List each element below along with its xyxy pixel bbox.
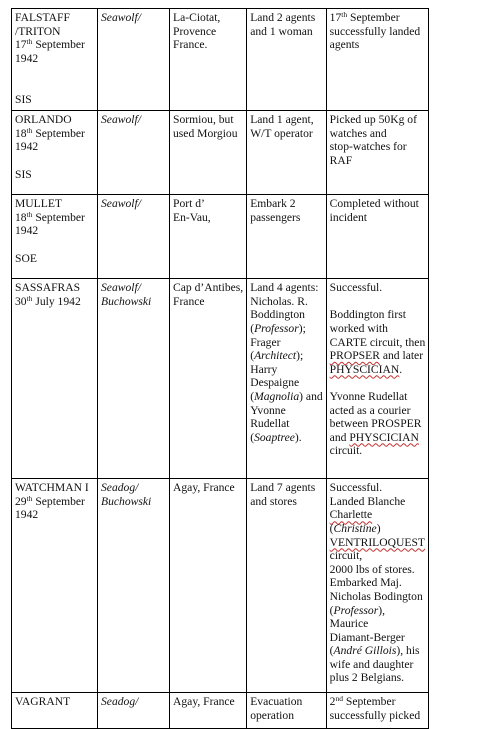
cell-text-line: passengers: [250, 210, 301, 224]
cell-text-line: 29th September: [15, 493, 85, 508]
cell-text-line: incident: [329, 210, 368, 224]
location-cell: [170, 195, 247, 279]
cell-text-line: /TRITON: [15, 24, 61, 38]
cell-text-line: (Professor),: [329, 603, 385, 617]
cell-text-line: SIS: [15, 92, 32, 106]
result-cell: [326, 279, 429, 479]
location-cell: [170, 9, 247, 111]
cell-text-line: Picked up 50Kg of: [329, 113, 417, 127]
blank-line: [330, 295, 426, 309]
cell-text-line: Embark 2: [250, 197, 296, 211]
table-row: [12, 693, 429, 729]
cell-text-line: Boddington first: [329, 308, 406, 322]
location-cell: [170, 279, 247, 479]
cell-text-line: Frager: [250, 335, 281, 349]
cell-text-line: 2000 lbs of stores.: [329, 562, 415, 576]
cell-text-line: PROPSER and later: [329, 349, 424, 363]
cell-text-line: 1942: [15, 140, 39, 154]
cell-text-line: worked with: [329, 321, 388, 335]
cell-text-line: SIS: [15, 167, 32, 181]
cell-text-line: Charlette: [329, 508, 373, 522]
cell-text-line: Seadog/: [101, 695, 139, 709]
cell-text-line: circuit,: [329, 549, 363, 563]
blank-line: [15, 238, 94, 252]
task-cell: [247, 693, 326, 729]
cell-text-line: Seawolf/: [101, 197, 141, 211]
cell-text-line: France.: [173, 38, 208, 52]
cell-text-line: and 1 woman: [250, 24, 313, 38]
operation-cell: [12, 9, 98, 111]
cell-text-line: RAF: [329, 153, 353, 167]
task-cell: [247, 479, 326, 693]
table-row: [12, 111, 429, 195]
cell-text-line: VENTRILOQUEST: [329, 535, 425, 549]
boat-cell: [98, 693, 170, 729]
cell-text-line: and PHYSCICIAN: [329, 430, 419, 444]
cell-text-line: 2nd September: [329, 694, 396, 709]
cell-text-line: Land 1 agent,: [250, 113, 314, 127]
task-cell: [247, 111, 326, 195]
cell-text-line: 17th September: [329, 10, 400, 24]
cell-text-line: 1942: [15, 51, 39, 65]
cell-text-line: Yvonne: [250, 403, 286, 417]
cell-text-line: stop-watches for: [329, 140, 407, 154]
result-cell: [326, 693, 429, 729]
result-cell: [326, 9, 429, 111]
cell-text-line: Agay, France: [173, 695, 235, 709]
cell-text-line: and stores: [250, 494, 297, 508]
operations-table: [11, 8, 429, 729]
cell-text-line: Despaigne: [250, 376, 300, 390]
task-cell: [247, 9, 326, 111]
boat-cell: [98, 111, 170, 195]
cell-text-line: acted as a courier: [329, 403, 411, 417]
cell-text-line: (André Gillois), his: [329, 644, 420, 658]
cell-text-line: successfully picked: [329, 708, 421, 722]
boat-cell: [98, 9, 170, 111]
cell-text-line: Boddington: [250, 308, 305, 322]
cell-text-line: (Soaptree).: [250, 430, 302, 444]
cell-text-line: Landed Blanche: [329, 494, 406, 508]
cell-text-line: agents: [329, 38, 360, 52]
operation-cell: [12, 693, 98, 729]
cell-text-line: between PROSPER: [329, 417, 422, 431]
cell-text-line: La-Ciotat,: [173, 11, 221, 24]
cell-text-line: Diamant-Berger: [329, 630, 405, 644]
location-cell: [170, 479, 247, 693]
location-cell: [170, 111, 247, 195]
cell-text-line: FALSTAFF: [15, 11, 70, 24]
cell-text-line: (Architect);: [250, 349, 304, 363]
cell-text-line: Harry: [250, 362, 278, 376]
cell-text-line: Land 7 agents: [250, 481, 316, 495]
table-row: [12, 9, 429, 111]
cell-text-line: (Professor);: [250, 321, 306, 335]
blank-line: [15, 154, 94, 168]
cell-text-line: Yvonne Rudellat: [329, 389, 408, 403]
cell-text-line: Successful.: [329, 281, 383, 295]
boat-cell: [98, 479, 170, 693]
result-cell: [326, 195, 429, 279]
cell-text-line: 1942: [15, 508, 39, 522]
cell-text-line: W/T operator: [250, 126, 313, 140]
cell-text-line: Buchowski: [101, 294, 152, 308]
operation-cell: [12, 279, 98, 479]
cell-text-line: Sormiou, but: [173, 113, 234, 127]
table-body: [12, 9, 429, 729]
blank-line: [15, 65, 94, 79]
cell-text-line: Provence: [173, 24, 217, 38]
cell-text-line: Maurice: [329, 617, 369, 631]
cell-text-line: PHYSCICIAN.: [329, 362, 403, 376]
location-cell: [170, 693, 247, 729]
operation-cell: [12, 195, 98, 279]
cell-text-line: Cap d’Antibes,: [173, 281, 244, 295]
cell-text-line: MULLET: [15, 197, 63, 211]
cell-text-line: VAGRANT: [15, 695, 71, 709]
cell-text-line: En-Vau,: [173, 210, 211, 224]
cell-text-line: operation: [250, 708, 294, 722]
task-cell: [247, 195, 326, 279]
cell-text-line: Seawolf/: [101, 281, 141, 295]
cell-text-line: WATCHMAN I: [15, 481, 89, 495]
cell-text-line: Seawolf/: [101, 11, 141, 24]
table-row: [12, 479, 429, 693]
cell-text-line: Agay, France: [173, 481, 235, 495]
cell-text-line: SOE: [15, 251, 37, 265]
cell-text-line: 30th July 1942: [15, 293, 81, 308]
table-row: [12, 279, 429, 479]
cell-text-line: wife and daughter: [329, 657, 414, 671]
cell-text-line: 18th September: [15, 125, 85, 140]
operation-cell: [12, 111, 98, 195]
cell-text-line: SASSAFRAS: [15, 281, 81, 295]
cell-text-line: successfully landed: [329, 24, 421, 38]
cell-text-line: 1942: [15, 224, 39, 238]
boat-cell: [98, 279, 170, 479]
cell-text-line: Buchowski: [101, 494, 152, 508]
blank-line: [15, 79, 94, 93]
cell-text-line: used Morgiou: [173, 126, 238, 140]
result-cell: [326, 111, 429, 195]
result-cell: [326, 479, 429, 693]
cell-text-line: (Christine): [329, 521, 381, 535]
cell-text-line: circuit.: [329, 444, 363, 458]
cell-text-line: CARTE circuit, then: [329, 335, 426, 349]
boat-cell: [98, 195, 170, 279]
cell-text-line: Seawolf/: [101, 113, 141, 127]
cell-text-line: Nicholas. R.: [250, 294, 308, 308]
cell-text-line: Successful.: [329, 481, 383, 495]
cell-text-line: Embarked Maj.: [329, 576, 402, 590]
cell-text-line: (Magnolia) and: [250, 389, 323, 403]
cell-text-line: France: [173, 294, 205, 308]
operation-cell: [12, 479, 98, 693]
cell-text-line: Land 2 agents: [250, 11, 316, 24]
cell-text-line: 18th September: [15, 209, 85, 224]
cell-text-line: Land 4 agents:: [250, 281, 319, 295]
task-cell: [247, 279, 326, 479]
table-row: [12, 195, 429, 279]
cell-text-line: Evacuation: [250, 695, 303, 709]
cell-text-line: Nicholas Bodington: [329, 589, 423, 603]
blank-line: [330, 376, 426, 390]
cell-text-line: 17th September: [15, 37, 85, 52]
cell-text-line: Port d’: [173, 197, 205, 211]
cell-text-line: Seadog/: [101, 481, 139, 495]
cell-text-line: ORLANDO: [15, 113, 72, 127]
cell-text-line: Rudellat: [250, 417, 290, 431]
cell-text-line: plus 2 Belgians.: [329, 671, 405, 685]
cell-text-line: Completed without: [329, 197, 419, 211]
cell-text-line: watches and: [329, 126, 387, 140]
